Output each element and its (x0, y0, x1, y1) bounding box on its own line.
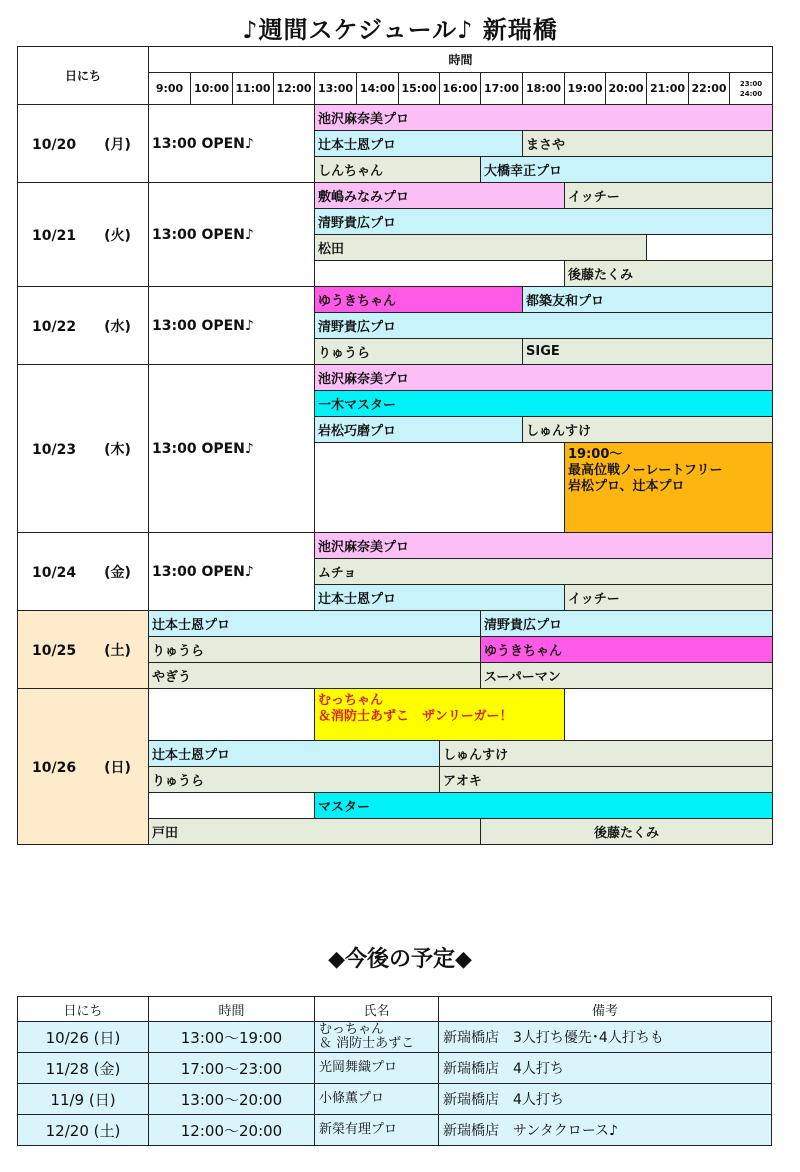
staff-slot: イッチー (565, 183, 773, 209)
staff-slot: りゅうら (315, 339, 523, 365)
hour-header: 21:00 (647, 73, 689, 105)
staff-slot: ゆうきちゃん (315, 287, 523, 313)
staff-slot: 19:00～ 最高位戦ノーレートフリー 岩松プロ、辻本プロ (565, 443, 773, 533)
hour-header: 19:00 (565, 73, 606, 105)
future-date-cell: 11/9 (日) (18, 1084, 149, 1115)
staff-slot: 清野貴広プロ (481, 611, 773, 637)
time-group-header: 時間 (149, 47, 773, 73)
day-date-cell: 10/22 (水) (18, 287, 149, 365)
day-date-cell: 10/25 (土) (18, 611, 149, 689)
future-date-cell: 12/20 (土) (18, 1115, 149, 1146)
future-schedule-title: ◆今後の予定◆ (328, 947, 472, 972)
date-column-header: 日にち (18, 47, 149, 105)
future-name-cell: むっちゃん ＆ 消防士あずこ (315, 1022, 439, 1053)
hour-header: 11:00 (233, 73, 274, 105)
hour-label-24: 24:00 (739, 89, 763, 98)
staff-slot: スーパーマン (481, 663, 773, 689)
future-date-cell: 11/28 (金) (18, 1053, 149, 1084)
open-time-cell: 13:00 OPEN♪ (149, 105, 315, 183)
staff-slot: 一木マスター (315, 391, 773, 417)
future-name-cell: 小條薫プロ (315, 1084, 439, 1115)
hour-header: 14:00 (357, 73, 399, 105)
hour-header: 18:00 (523, 73, 565, 105)
future-time-cell: 13:00～19:00 (149, 1022, 315, 1053)
hour-header: 13:00 (315, 73, 357, 105)
empty-slot (149, 689, 315, 741)
empty-slot (315, 261, 565, 287)
schedule-row (18, 287, 773, 313)
schedule-row (18, 105, 773, 131)
staff-slot: 辻本士恩プロ (315, 585, 565, 611)
staff-slot: 敷嶋みなみプロ (315, 183, 565, 209)
staff-slot: 大橋幸正プロ (481, 157, 773, 183)
future-column-header: 氏名 (315, 997, 439, 1022)
staff-slot: 都築友和プロ (523, 287, 773, 313)
staff-slot: 後藤たくみ (481, 819, 773, 845)
staff-slot: むっちゃん ＆消防士あずこ ザンリーガー！ (315, 689, 565, 741)
future-schedule-table (17, 996, 772, 1146)
day-date-cell: 10/20 (月) (18, 105, 149, 183)
day-date-cell: 10/24 (金) (18, 533, 149, 611)
empty-slot (149, 793, 315, 819)
open-time-cell: 13:00 OPEN♪ (149, 533, 315, 611)
staff-slot: 辻本士恩プロ (149, 611, 481, 637)
future-name-cell: 光岡舞織プロ (315, 1053, 439, 1084)
hour-header: 15:00 (399, 73, 440, 105)
staff-slot: 後藤たくみ (565, 261, 773, 287)
hour-header: 16:00 (440, 73, 481, 105)
schedule-row (18, 533, 773, 559)
open-time-cell: 13:00 OPEN♪ (149, 287, 315, 365)
staff-slot: 松田 (315, 235, 647, 261)
staff-slot: やぎう (149, 663, 481, 689)
staff-slot: しゅんすけ (523, 417, 773, 443)
staff-slot: りゅうら (149, 637, 481, 663)
page-title: ♪週間スケジュール♪ 新瑞橋 (242, 16, 558, 44)
open-time-cell: 13:00 OPEN♪ (149, 365, 315, 533)
hour-header: 20:00 (606, 73, 647, 105)
staff-slot: しんちゃん (315, 157, 481, 183)
hour-header: 22:00 (689, 73, 730, 105)
staff-slot: アオキ (440, 767, 773, 793)
staff-slot: しゅんすけ (440, 741, 773, 767)
staff-slot: ムチョ (315, 559, 773, 585)
staff-slot: 辻本士恩プロ (149, 741, 440, 767)
empty-slot (565, 689, 773, 741)
schedule-row (18, 183, 773, 209)
weekly-schedule-table (17, 46, 773, 845)
future-note-cell: 新瑞橋店 4人打ち (439, 1084, 772, 1115)
staff-slot: 辻本士恩プロ (315, 131, 523, 157)
future-date-cell: 10/26 (日) (18, 1022, 149, 1053)
staff-slot: 池沢麻奈美プロ (315, 365, 773, 391)
future-row (18, 1115, 772, 1146)
open-time-cell: 13:00 OPEN♪ (149, 183, 315, 287)
future-row (18, 1053, 772, 1084)
staff-slot: 池沢麻奈美プロ (315, 105, 773, 131)
future-time-cell: 12:00～20:00 (149, 1115, 315, 1146)
future-name-cell: 新榮有理プロ (315, 1115, 439, 1146)
staff-slot: SIGE (523, 339, 773, 365)
future-note-cell: 新瑞橋店 3人打ち優先･4人打ちも (439, 1022, 772, 1053)
staff-slot: 清野貴広プロ (315, 209, 773, 235)
hour-header: 17:00 (481, 73, 523, 105)
day-date-cell: 10/23 (木) (18, 365, 149, 533)
staff-slot: 戸田 (149, 819, 481, 845)
staff-slot: ゆうきちゃん (481, 637, 773, 663)
staff-slot: まさや (523, 131, 773, 157)
day-date-cell: 10/26 (日) (18, 689, 149, 845)
future-row (18, 1084, 772, 1115)
future-time-cell: 17:00～23:00 (149, 1053, 315, 1084)
day-date-cell: 10/21 (火) (18, 183, 149, 287)
future-note-cell: 新瑞橋店 サンタクロース♪ (439, 1115, 772, 1146)
future-note-cell: 新瑞橋店 4人打ち (439, 1053, 772, 1084)
future-column-header: 日にち (18, 997, 149, 1022)
staff-slot: りゅうら (149, 767, 440, 793)
hour-header: 9:00 (149, 73, 191, 105)
schedule-row (18, 689, 773, 741)
future-time-cell: 13:00～20:00 (149, 1084, 315, 1115)
hour-label-23: 23:00 (739, 79, 763, 88)
future-column-header: 時間 (149, 997, 315, 1022)
hour-header: 10:00 (191, 73, 233, 105)
hour-header: 12:00 (274, 73, 315, 105)
staff-slot: 岩松巧磨プロ (315, 417, 523, 443)
staff-slot: マスター (315, 793, 773, 819)
staff-slot: 池沢麻奈美プロ (315, 533, 773, 559)
staff-slot: 清野貴広プロ (315, 313, 773, 339)
future-row (18, 1022, 772, 1053)
hour-header-last (730, 73, 773, 105)
empty-slot (315, 443, 565, 533)
future-column-header: 備考 (439, 997, 772, 1022)
empty-slot (647, 235, 773, 261)
schedule-row (18, 365, 773, 391)
schedule-row (18, 611, 773, 637)
staff-slot: イッチー (565, 585, 773, 611)
